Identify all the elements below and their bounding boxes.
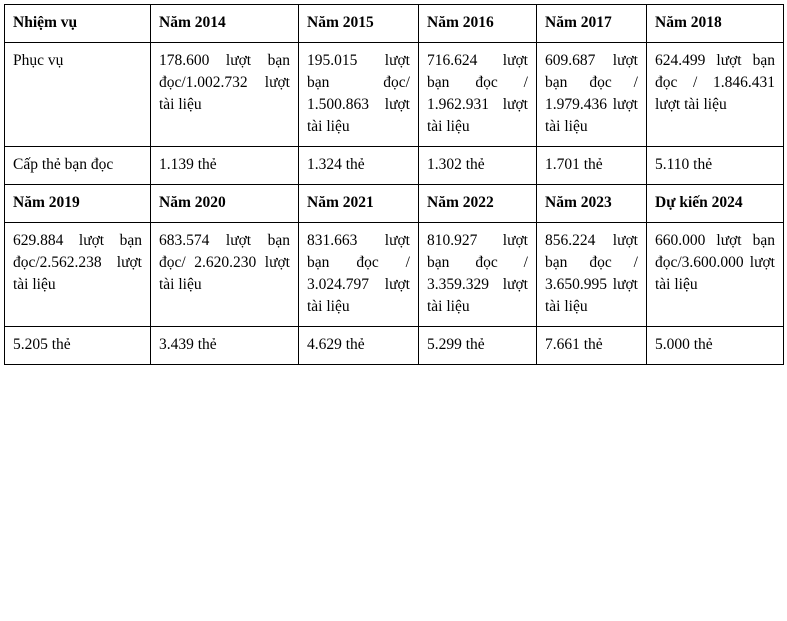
column-header-task: Nhiệm vụ	[5, 5, 151, 43]
cell-service-2016: 716.624 lượt bạn đọc / 1.962.931 lượt tài liệu	[419, 43, 537, 147]
row-label-service: Phục vụ	[5, 43, 151, 147]
column-header-year-2016: Năm 2016	[419, 5, 537, 43]
cell-cards-2022: 5.299 thẻ	[419, 327, 537, 365]
document-page	[0, 4, 787, 621]
cell-cards-2021: 4.629 thẻ	[299, 327, 419, 365]
cell-cards-2020: 3.439 thẻ	[151, 327, 299, 365]
column-header-year-2017: Năm 2017	[537, 5, 647, 43]
cell-service-2018: 624.499 lượt bạn đọc / 1.846.431 lượt tài liệu	[647, 43, 784, 147]
column-header-year-2022: Năm 2022	[419, 185, 537, 223]
cell-service-2017: 609.687 lượt bạn đọc / 1.979.436 lượt tài liệu	[537, 43, 647, 147]
column-header-year-2018: Năm 2018	[647, 5, 784, 43]
cell-service-2020: 683.574 lượt bạn đọc/ 2.620.230 lượt tài liệu	[151, 223, 299, 327]
cell-cards-2016: 1.302 thẻ	[419, 147, 537, 185]
cell-service-2023: 856.224 lượt bạn đọc / 3.650.995 lượt tài liệu	[537, 223, 647, 327]
table-row-cards-1	[5, 147, 784, 185]
cell-service-2022: 810.927 lượt bạn đọc / 3.359.329 lượt tài liệu	[419, 223, 537, 327]
cell-service-2015: 195.015 lượt bạn đọc/ 1.500.863 lượt tài liệu	[299, 43, 419, 147]
table-row-service-1	[5, 43, 784, 147]
column-header-forecast-2024: Dự kiến 2024	[647, 185, 784, 223]
table-row-header-1	[5, 5, 784, 43]
cell-cards-2017: 1.701 thẻ	[537, 147, 647, 185]
cell-cards-2014: 1.139 thẻ	[151, 147, 299, 185]
column-header-year-2020: Năm 2020	[151, 185, 299, 223]
cell-service-2021: 831.663 lượt bạn đọc / 3.024.797 lượt tài liệu	[299, 223, 419, 327]
table-row-service-2	[5, 223, 784, 327]
cell-service-2019: 629.884 lượt bạn đọc/2.562.238 lượt tài liệu	[5, 223, 151, 327]
cell-cards-2019: 5.205 thẻ	[5, 327, 151, 365]
cell-service-2024: 660.000 lượt bạn đọc/3.600.000 lượt tài liệu	[647, 223, 784, 327]
column-header-year-2019: Năm 2019	[5, 185, 151, 223]
statistics-table	[4, 4, 784, 365]
table-row-header-2	[5, 185, 784, 223]
column-header-year-2014: Năm 2014	[151, 5, 299, 43]
table-row-cards-2	[5, 327, 784, 365]
cell-cards-2015: 1.324 thẻ	[299, 147, 419, 185]
cell-cards-2018: 5.110 thẻ	[647, 147, 784, 185]
cell-cards-2023: 7.661 thẻ	[537, 327, 647, 365]
cell-service-2014: 178.600 lượt bạn đọc/1.002.732 lượt tài liệu	[151, 43, 299, 147]
column-header-year-2015: Năm 2015	[299, 5, 419, 43]
column-header-year-2023: Năm 2023	[537, 185, 647, 223]
cell-cards-2024: 5.000 thẻ	[647, 327, 784, 365]
row-label-reader-cards: Cấp thẻ bạn đọc	[5, 147, 151, 185]
column-header-year-2021: Năm 2021	[299, 185, 419, 223]
